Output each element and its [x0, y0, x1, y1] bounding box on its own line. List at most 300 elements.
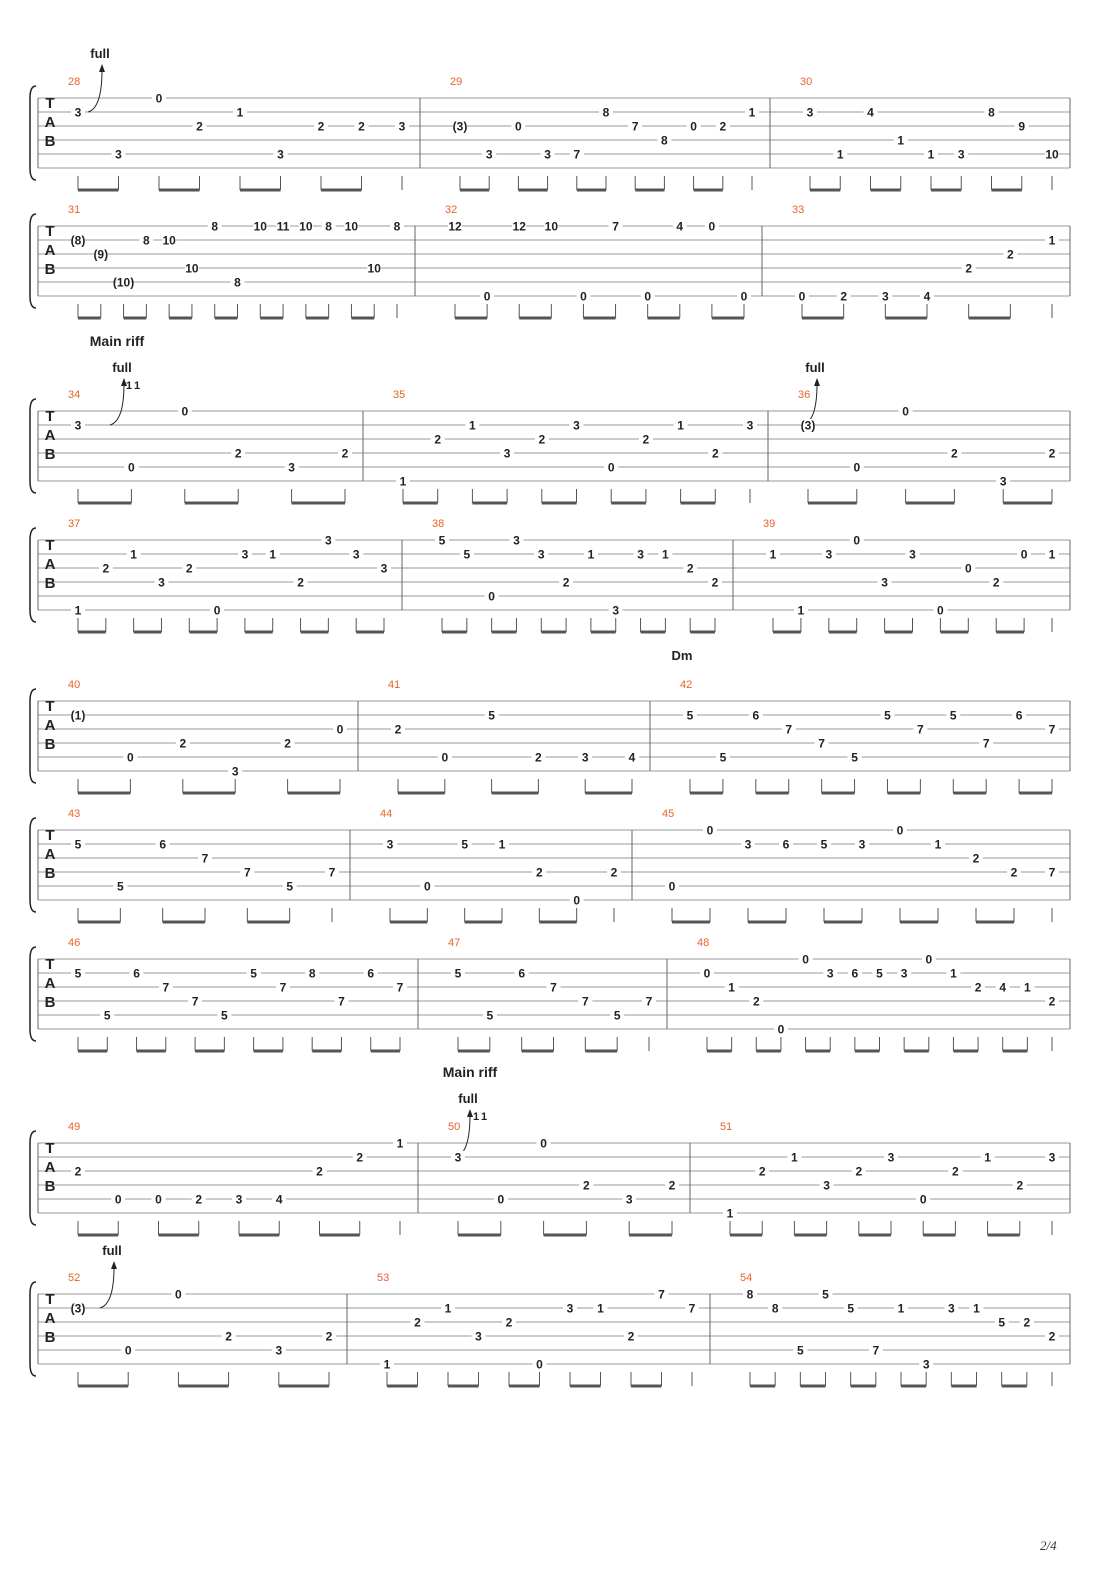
fret-number: 3	[637, 547, 644, 562]
fret-number: 0	[925, 952, 933, 967]
fret-number: 5	[74, 966, 82, 981]
fret-number: 7	[818, 736, 825, 751]
fret-number: 1	[934, 837, 942, 852]
fret-number: (3)	[800, 418, 816, 433]
fret-number: 2	[535, 750, 542, 765]
fret-number: 5	[116, 879, 124, 894]
fret-number: 2	[711, 575, 719, 590]
tab-clef-letter: B	[44, 261, 56, 278]
fret-number: 0	[708, 219, 716, 234]
fret-number: 2	[538, 432, 546, 447]
fret-number: 8	[234, 275, 241, 290]
fret-number: 0	[515, 119, 522, 134]
tab-clef-letter: T	[45, 95, 55, 112]
fret-number: 3	[231, 764, 239, 779]
fret-number: 5	[613, 1008, 621, 1023]
fret-number: 6	[782, 837, 790, 852]
fret-number: 2	[325, 1329, 333, 1344]
fret-number: 5	[822, 1287, 829, 1302]
fret-number: 2	[297, 575, 304, 590]
fret-number: 3	[744, 837, 752, 852]
fret-number: 5	[454, 966, 462, 981]
fret-number: 7	[1048, 865, 1056, 880]
fret-number: 1	[984, 1150, 991, 1165]
fret-number: 1	[662, 547, 669, 562]
measure-number: 40	[68, 679, 81, 691]
fret-number: 2	[179, 736, 187, 751]
fret-number: 4	[923, 289, 931, 304]
fret-number: 3	[325, 533, 332, 548]
fret-number: 2	[583, 1178, 590, 1193]
bend-arrow	[100, 1267, 114, 1308]
fret-number: 1	[587, 547, 595, 562]
fret-number: 2	[234, 446, 242, 461]
fret-number: 7	[631, 119, 639, 134]
fret-number: 3	[485, 147, 493, 162]
fret-number: 3	[826, 966, 834, 981]
fret-number: 10	[367, 261, 381, 276]
tab-clef-letter: A	[44, 427, 56, 444]
fret-number: 7	[201, 851, 209, 866]
fret-number: 2	[317, 119, 325, 134]
measure-number: 44	[380, 808, 393, 820]
system-brace	[30, 818, 36, 912]
fret-number: 2	[185, 561, 193, 576]
fret-number: 2	[1023, 1315, 1031, 1330]
fret-number: 7	[279, 980, 287, 995]
fret-number: 4	[628, 750, 636, 765]
fret-number: 2	[225, 1329, 232, 1344]
fret-number: 7	[338, 994, 345, 1009]
fret-number: 6	[1015, 708, 1023, 723]
tab-clef-letter: A	[44, 975, 56, 992]
fret-number: 1	[677, 418, 684, 433]
fret-number: 2	[974, 980, 982, 995]
fret-number: 0	[853, 460, 861, 475]
fret-number: 2	[610, 865, 618, 880]
fret-number: 0	[497, 1192, 505, 1207]
fret-number: 7	[688, 1301, 696, 1316]
fret-number: (8)	[70, 233, 86, 248]
fret-number: 3	[475, 1329, 482, 1344]
fret-number: (3)	[70, 1301, 86, 1316]
fret-number: 2	[341, 446, 349, 461]
measure-number: 54	[740, 1272, 753, 1284]
fret-number: 5	[221, 1008, 228, 1023]
system-brace	[30, 528, 36, 622]
fret-number: 10	[185, 261, 199, 276]
fret-number: 2	[535, 865, 543, 880]
tab-clef-letter: T	[45, 537, 55, 554]
fret-number: 3	[454, 1150, 462, 1165]
fret-number: 5	[847, 1301, 855, 1316]
fret-number: 8	[988, 105, 995, 120]
fret-number: 1	[769, 547, 777, 562]
fret-number: 2	[74, 1164, 82, 1179]
fret-number: 8	[746, 1287, 754, 1302]
fret-number: 3	[288, 460, 295, 475]
fret-number: 0	[124, 1343, 132, 1358]
fret-number: 10	[1045, 147, 1059, 162]
fret-number: 7	[1048, 722, 1056, 737]
fret-number: 5	[719, 750, 727, 765]
fret-number: 6	[133, 966, 140, 981]
bend-arrow	[110, 384, 124, 425]
fret-number: 1	[444, 1301, 452, 1316]
measure-number: 42	[680, 679, 693, 691]
bend-arrowhead	[99, 64, 105, 72]
measure-number: 30	[800, 76, 813, 88]
fret-number: 5	[103, 1008, 111, 1023]
measure-number: 32	[445, 204, 458, 216]
measure-number: 43	[68, 808, 81, 820]
fret-number: 2	[196, 119, 203, 134]
fret-number: 7	[917, 722, 924, 737]
bend-label: full	[458, 1091, 478, 1106]
fret-number: 0	[777, 1022, 785, 1037]
fret-number: (10)	[112, 275, 135, 290]
fret-number: 2	[358, 119, 365, 134]
fret-number: 3	[544, 147, 551, 162]
system-brace	[30, 399, 36, 493]
fret-number: 8	[211, 219, 219, 234]
fret-number: 0	[703, 966, 711, 981]
fret-number: 5	[876, 966, 883, 981]
measure-number: 47	[448, 937, 461, 949]
fret-number: 10	[162, 233, 176, 248]
fret-number: 2	[951, 446, 958, 461]
fret-number: 11	[276, 219, 290, 234]
bend-arrow	[88, 70, 102, 112]
fret-number: 2	[195, 1192, 203, 1207]
fret-number: 5	[486, 1008, 494, 1023]
fret-number: 2	[414, 1315, 421, 1330]
section-label: Main riff	[89, 333, 145, 349]
fret-number: 5	[796, 1343, 804, 1358]
fret-number: 1	[836, 147, 844, 162]
bend-label: full	[102, 1243, 122, 1258]
fret-number: 3	[581, 750, 589, 765]
fret-number: 3	[235, 1192, 243, 1207]
fret-number: 3	[806, 105, 814, 120]
tab-clef-letter: A	[44, 846, 56, 863]
fret-number: 1	[950, 966, 957, 981]
fret-number: 2	[284, 736, 291, 751]
fret-number: 2	[992, 575, 1000, 590]
fret-number: 0	[919, 1192, 927, 1207]
tab-clef-letter: B	[44, 446, 56, 463]
bend-label: full	[90, 46, 110, 61]
fret-number: 10	[299, 219, 313, 234]
fret-number: 1	[383, 1357, 391, 1372]
fret-number: 3	[380, 561, 388, 576]
fret-number: 7	[785, 722, 793, 737]
fret-number: 2	[394, 722, 402, 737]
bend-label: full	[112, 360, 132, 375]
measure-number: 41	[388, 679, 401, 691]
fret-number: 3	[947, 1301, 955, 1316]
measure-number: 50	[448, 1121, 461, 1133]
fret-number: 3	[241, 547, 249, 562]
fret-number: 12	[512, 219, 526, 234]
fret-number: 2	[972, 851, 980, 866]
fret-number: 3	[881, 575, 888, 590]
fret-number: 10	[253, 219, 267, 234]
fret-number: 1	[791, 1150, 798, 1165]
fret-number: 2	[686, 561, 694, 576]
tab-clef-letter: A	[44, 717, 56, 734]
fret-number: 3	[275, 1343, 283, 1358]
fret-number: 1	[396, 1136, 404, 1151]
fret-number: 3	[352, 547, 360, 562]
system-brace	[30, 214, 36, 308]
fret-number: 3	[922, 1357, 930, 1372]
fret-number: 0	[127, 750, 134, 765]
fret-number: 0	[896, 823, 904, 838]
tab-clef-letter: B	[44, 736, 56, 753]
fret-number: 4	[867, 105, 874, 120]
fret-number: 1	[973, 1301, 980, 1316]
measure-number: 34	[68, 389, 81, 401]
fret-number: 2	[1016, 1178, 1024, 1193]
fret-number: 3	[746, 418, 754, 433]
measure-number: 53	[377, 1272, 390, 1284]
fret-number: 8	[393, 219, 401, 234]
tab-clef-letter: T	[45, 408, 55, 425]
fret-number: 0	[175, 1287, 182, 1302]
fret-number: 1	[269, 547, 277, 562]
fret-number: 5	[250, 966, 257, 981]
fret-number: 10	[544, 219, 559, 234]
fret-number: 7	[573, 147, 581, 162]
fret-number: 8	[143, 233, 150, 248]
tab-clef-letter: T	[45, 1140, 55, 1157]
measure-number: 38	[432, 518, 445, 530]
fret-number: 0	[668, 879, 676, 894]
fret-number: 2	[434, 432, 442, 447]
fret-number: (3)	[452, 119, 468, 134]
fret-number: 7	[243, 865, 251, 880]
fret-number: 0	[937, 603, 944, 618]
fret-number: 3	[513, 533, 520, 548]
fret-number: (1)	[70, 708, 86, 723]
small-label: 1	[133, 380, 141, 392]
fret-number: 1	[399, 474, 407, 489]
fret-number: 2	[965, 261, 973, 276]
fret-number: 1	[498, 837, 506, 852]
fret-number: 12	[448, 219, 462, 234]
measure-number: 33	[792, 204, 805, 216]
fret-number: 3	[900, 966, 908, 981]
chord-label: Dm	[671, 648, 693, 663]
fret-number: 3	[825, 547, 833, 562]
fret-number: 9	[1018, 119, 1026, 134]
fret-number: 10	[344, 219, 359, 234]
small-label: 1	[472, 1111, 480, 1123]
fret-number: 0	[423, 879, 431, 894]
bend-label: full	[805, 360, 825, 375]
fret-number: 8	[308, 966, 316, 981]
measure-number: 46	[68, 937, 81, 949]
small-label: 1	[480, 1111, 488, 1123]
measure-number: 28	[68, 76, 81, 88]
tab-clef-letter: A	[44, 1310, 56, 1327]
tab-clef-letter: B	[44, 1329, 56, 1346]
fret-number: 0	[488, 589, 495, 604]
fret-number: 3	[612, 603, 620, 618]
fret-number: 2	[758, 1164, 766, 1179]
measure-number: 37	[68, 518, 81, 530]
fret-number: 0	[644, 289, 652, 304]
measure-number: 35	[393, 389, 406, 401]
fret-number: 5	[74, 837, 82, 852]
fret-number: 6	[851, 966, 859, 981]
tab-clef-letter: A	[44, 556, 56, 573]
fret-number: 3	[887, 1150, 895, 1165]
fret-number: 0	[964, 561, 972, 576]
fret-number: 0	[902, 404, 909, 419]
fret-number: 1	[1048, 547, 1056, 562]
fret-number: 3	[537, 547, 545, 562]
fret-number: 0	[1020, 547, 1028, 562]
fret-number: 7	[396, 980, 404, 995]
fret-number: 7	[550, 980, 557, 995]
fret-number: 2	[719, 119, 727, 134]
fret-number: 3	[277, 147, 284, 162]
fret-number: 2	[102, 561, 110, 576]
page-number: 2/4	[1040, 1538, 1057, 1553]
fret-number: 3	[115, 147, 122, 162]
fret-number: 2	[562, 575, 570, 590]
fret-number: 5	[438, 533, 446, 548]
fret-number: 3	[573, 418, 580, 433]
fret-number: 7	[191, 994, 199, 1009]
fret-number: 1	[726, 1206, 734, 1221]
fret-number: 4	[999, 980, 1007, 995]
fret-number: 0	[540, 1136, 547, 1151]
measure-number: 52	[68, 1272, 81, 1284]
measure-number: 31	[68, 204, 81, 216]
fret-number: 5	[686, 708, 694, 723]
fret-number: 7	[982, 736, 990, 751]
fret-number: 2	[1048, 994, 1056, 1009]
section-label: Main riff	[442, 1064, 498, 1080]
fret-number: 3	[1048, 1150, 1056, 1165]
measure-number: 45	[662, 808, 675, 820]
fret-number: 2	[642, 432, 650, 447]
fret-number: 3	[881, 289, 889, 304]
fret-number: 1	[1024, 980, 1031, 995]
fret-number: 5	[884, 708, 891, 723]
small-label: 1	[125, 380, 133, 392]
fret-number: 0	[181, 404, 189, 419]
fret-number: 1	[927, 147, 935, 162]
fret-number: 5	[488, 708, 495, 723]
fret-number: 0	[155, 1192, 162, 1207]
fret-number: 8	[661, 133, 668, 148]
system-brace	[30, 947, 36, 1041]
fret-number: 2	[855, 1164, 863, 1179]
fret-number: 2	[356, 1150, 364, 1165]
fret-number: 2	[1048, 446, 1056, 461]
fret-number: 7	[328, 865, 336, 880]
fret-number: 5	[998, 1315, 1006, 1330]
fret-number: 0	[690, 119, 697, 134]
fret-number: 3	[503, 446, 511, 461]
fret-number: 0	[706, 823, 714, 838]
fret-number: 6	[752, 708, 760, 723]
fret-number: 1	[728, 980, 735, 995]
fret-number: 3	[74, 105, 82, 120]
tab-clef-letter: T	[45, 698, 55, 715]
fret-number: 4	[275, 1192, 283, 1207]
fret-number: 1	[897, 133, 905, 148]
measure-number: 39	[763, 518, 776, 530]
fret-number: 0	[114, 1192, 122, 1207]
measure-number: 49	[68, 1121, 81, 1133]
fret-number: 7	[645, 994, 653, 1009]
system-brace	[30, 689, 36, 783]
fret-number: 0	[580, 289, 587, 304]
fret-number: 5	[851, 750, 858, 765]
fret-number: 6	[159, 837, 167, 852]
fret-number: 1	[74, 603, 82, 618]
fret-number: 3	[398, 119, 406, 134]
fret-number: 1	[897, 1301, 905, 1316]
bend-arrowhead	[111, 1261, 117, 1269]
fret-number: 0	[155, 91, 163, 106]
fret-number: 2	[1006, 247, 1014, 262]
fret-number: 3	[999, 474, 1007, 489]
fret-number: 2	[1048, 1329, 1056, 1344]
fret-number: 2	[752, 994, 760, 1009]
fret-number: 5	[949, 708, 957, 723]
fret-number: 2	[1010, 865, 1018, 880]
fret-number: 8	[602, 105, 610, 120]
tab-clef-letter: B	[44, 865, 56, 882]
fret-number: 5	[286, 879, 294, 894]
tab-clef-letter: A	[44, 242, 56, 259]
fret-number: 7	[162, 980, 170, 995]
tab-clef-letter: A	[44, 114, 56, 131]
fret-number: 0	[802, 952, 809, 967]
fret-number: 1	[1048, 233, 1056, 248]
measure-number: 29	[450, 76, 463, 88]
fret-number: 0	[740, 289, 748, 304]
fret-number: 1	[236, 105, 244, 120]
fret-number: 2	[627, 1329, 635, 1344]
fret-number: 0	[573, 893, 581, 908]
fret-number: 2	[668, 1178, 676, 1193]
fret-number: 0	[798, 289, 806, 304]
fret-number: 0	[213, 603, 221, 618]
fret-number: 7	[581, 994, 589, 1009]
measure-number: 36	[798, 389, 811, 401]
fret-number: 8	[771, 1301, 779, 1316]
fret-number: 2	[840, 289, 848, 304]
fret-number: 7	[658, 1287, 665, 1302]
fret-number: 5	[461, 837, 469, 852]
fret-number: 3	[858, 837, 866, 852]
fret-number: 5	[463, 547, 471, 562]
fret-number: 3	[625, 1192, 633, 1207]
fret-number: 6	[518, 966, 526, 981]
tab-clef-letter: T	[45, 223, 55, 240]
fret-number: 2	[505, 1315, 513, 1330]
measure-number: 51	[720, 1121, 733, 1133]
fret-number: 3	[957, 147, 965, 162]
tab-clef-letter: T	[45, 956, 55, 973]
